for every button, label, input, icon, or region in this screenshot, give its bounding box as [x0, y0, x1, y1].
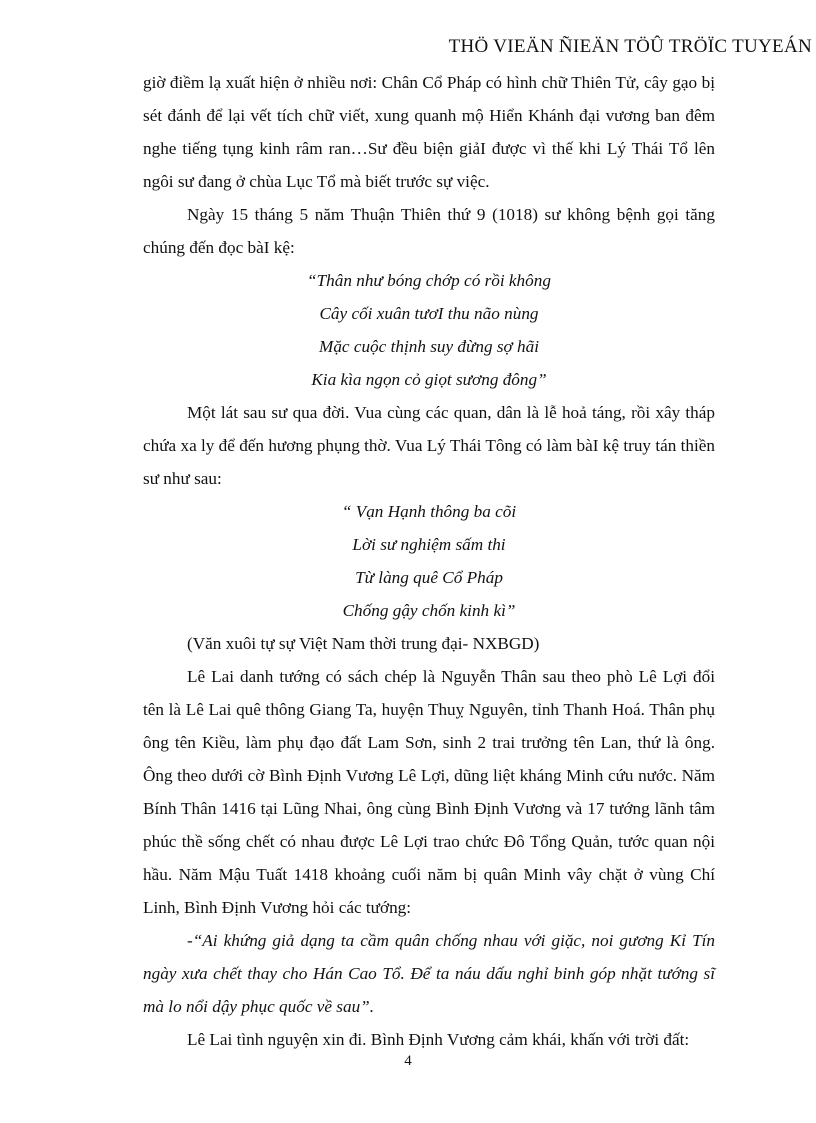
quote-binh-dinh-vuong: -“Ai khứng giả dạng ta cầm quân chống nhau với giặc, noi gương Kỉ Tín ngày xưa chết thay cho Hán Cao Tổ. Để ta náu dấu nghỉ binh góp nhặt tướng sĩ mà lo nổi dậy phục quốc về sau”.: [143, 931, 715, 1016]
poem-line: “ Vạn Hạnh thông ba cõi: [341, 502, 517, 521]
poem-line: Mặc cuộc thịnh suy đừng sợ hãi: [319, 337, 539, 356]
paragraph-van-hanh-omens: giờ điềm lạ xuất hiện ở nhiều nơi: Chân Cổ Pháp có hình chữ Thiên Tử, cây gạo bị sét đánh để lại vết tích chữ viết, xung quanh mộ Hiển Khánh đại vương ban đêm nghe tiếng tụng kinh râm ran…Sư đều biện giảI được vì thế khi Lý Thái Tổ lên ngôi sư đang ở chùa Lục Tổ mà biết trước sự việc.: [143, 73, 715, 191]
poem-line: Kia kìa ngọn cỏ giọt sương đông”: [311, 370, 547, 389]
poem-line: Lời sư nghiệm sấm thi: [352, 535, 506, 554]
document-body: [143, 66, 715, 1056]
paragraph-funeral: Một lát sau sư qua đời. Vua cùng các quan, dân là lễ hoả táng, rồi xây tháp chứa xa ly để đến hương phụng thờ. Vua Lý Thái Tông có làm bàI kệ truy tán thiền sư như sau:: [143, 403, 715, 488]
running-header: THÖ VIEÄN ÑIEÄN TÖÛ TRÖÏC TUYEÁN: [448, 36, 812, 57]
source-citation: (Văn xuôi tự sự Việt Nam thời trung đại- NXBGD): [187, 634, 540, 653]
poem-line: Cây cối xuân tươI thu não nùng: [319, 304, 539, 323]
poem-line: Từ làng quê Cổ Pháp: [355, 568, 503, 587]
poem-line: Chống gậy chốn kinh kì”: [342, 601, 516, 620]
paragraph-le-lai-volunteers: Lê Lai tình nguyện xin đi. Bình Định Vương cảm khái, khấn với trời đất:: [187, 1030, 690, 1049]
paragraph-van-hanh-death: Ngày 15 tháng 5 năm Thuận Thiên thứ 9 (1018) sư không bệnh gọi tăng chúng đến đọc bàI kệ:: [143, 205, 715, 257]
page-number: 4: [404, 1053, 412, 1069]
poem-line: “Thân như bóng chớp có rồi không: [307, 271, 551, 290]
paragraph-le-lai: Lê Lai danh tướng có sách chép là Nguyễn Thân sau theo phò Lê Lợi đổi tên là Lê Lai quê thông Giang Ta, huyện Thuỵ Nguyên, tỉnh Thanh Hoá. Thân phụ ông tên Kiều, làm phụ đạo đất Lam Sơn, sinh 2 trai trưởng tên Lan, thứ là ông. Ông theo dưới cờ Bình Định Vương Lê Lợi, dũng liệt kháng Minh cứu nước. Năm Bính Thân 1416 tại Lũng Nhai, ông cùng Bình Định Vương và 17 tướng lãnh tâm phúc thề sống chết có nhau được Lê Lợi trao chức Đô Tổng Quản, tước quan nội hầu. Năm Mậu Tuất 1418 khoảng cuối năm bị quân Minh vây chặt ở vùng Chí Linh, Bình Định Vương hỏi các tướng:: [143, 667, 715, 917]
